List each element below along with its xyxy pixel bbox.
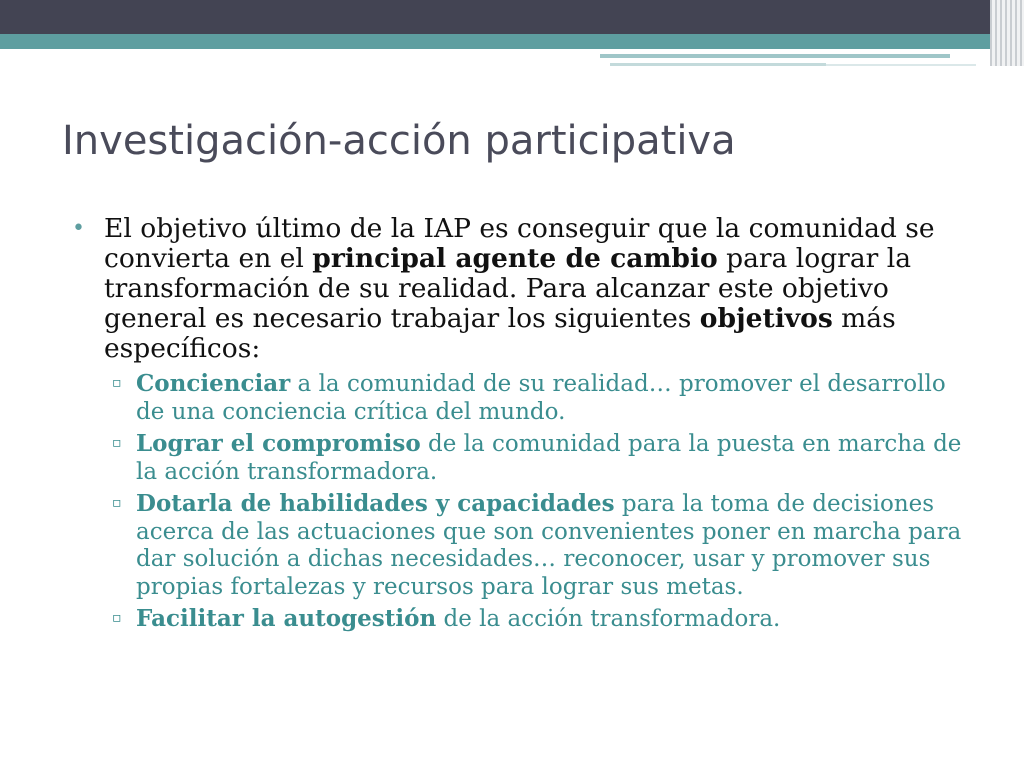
square-bullet-icon: ▫ [112, 435, 122, 451]
square-bullet-icon: ▫ [112, 375, 122, 391]
sub-text: a la comunidad de su realidad… promover el desarrollo de una conciencia crítica del mundo. [136, 371, 946, 425]
accent-line [610, 63, 826, 66]
sub-text: para la toma de decisiones acerca de las actuaciones que son convenientes poner en marcha para dar solución a dichas necesidades… reconocer, usar y promover sus propias fortalezas y recursos para lograr sus metas. [136, 491, 962, 600]
sub-bullet-item [72, 430, 972, 486]
main-bullet-item [72, 214, 972, 364]
square-bullet-icon: ▫ [112, 495, 122, 511]
slide-content [72, 214, 972, 638]
sub-bold-text: Concienciar [136, 370, 291, 397]
header-bar [0, 0, 1024, 34]
sub-text: de la comunidad para la puesta en marcha de la acción transformadora. [136, 431, 962, 485]
sub-bold-text: Facilitar la autogestión [136, 605, 437, 632]
accent-band [0, 34, 1024, 49]
main-text-part: más específicos: [104, 303, 896, 364]
sub-bullet-list [72, 370, 972, 634]
main-bold-part: principal agente de cambio [312, 243, 718, 274]
main-bold-part: objetivos [699, 303, 833, 334]
decorative-stripes [990, 0, 1024, 66]
square-bullet-icon: ▫ [112, 610, 122, 626]
sub-bullet-item [72, 370, 972, 426]
sub-bullet-item [72, 490, 972, 601]
main-text-part: para lograr la transformación de su realidad. Para alcanzar este objetivo general es necesario trabajar los siguientes [104, 243, 912, 334]
slide-title: Investigación-acción participativa [62, 118, 736, 164]
sub-bullet-item [72, 605, 972, 634]
main-text-part: El objetivo último de la IAP es conseguir que la comunidad se convierta en el [104, 213, 935, 274]
accent-line [600, 54, 950, 58]
accent-line [826, 64, 976, 66]
circle-bullet-icon: • [72, 216, 85, 241]
sub-bold-text: Lograr el compromiso [136, 430, 421, 457]
sub-text: de la acción transformadora. [436, 606, 781, 632]
sub-bold-text: Dotarla de habilidades y capacidades [136, 490, 615, 517]
